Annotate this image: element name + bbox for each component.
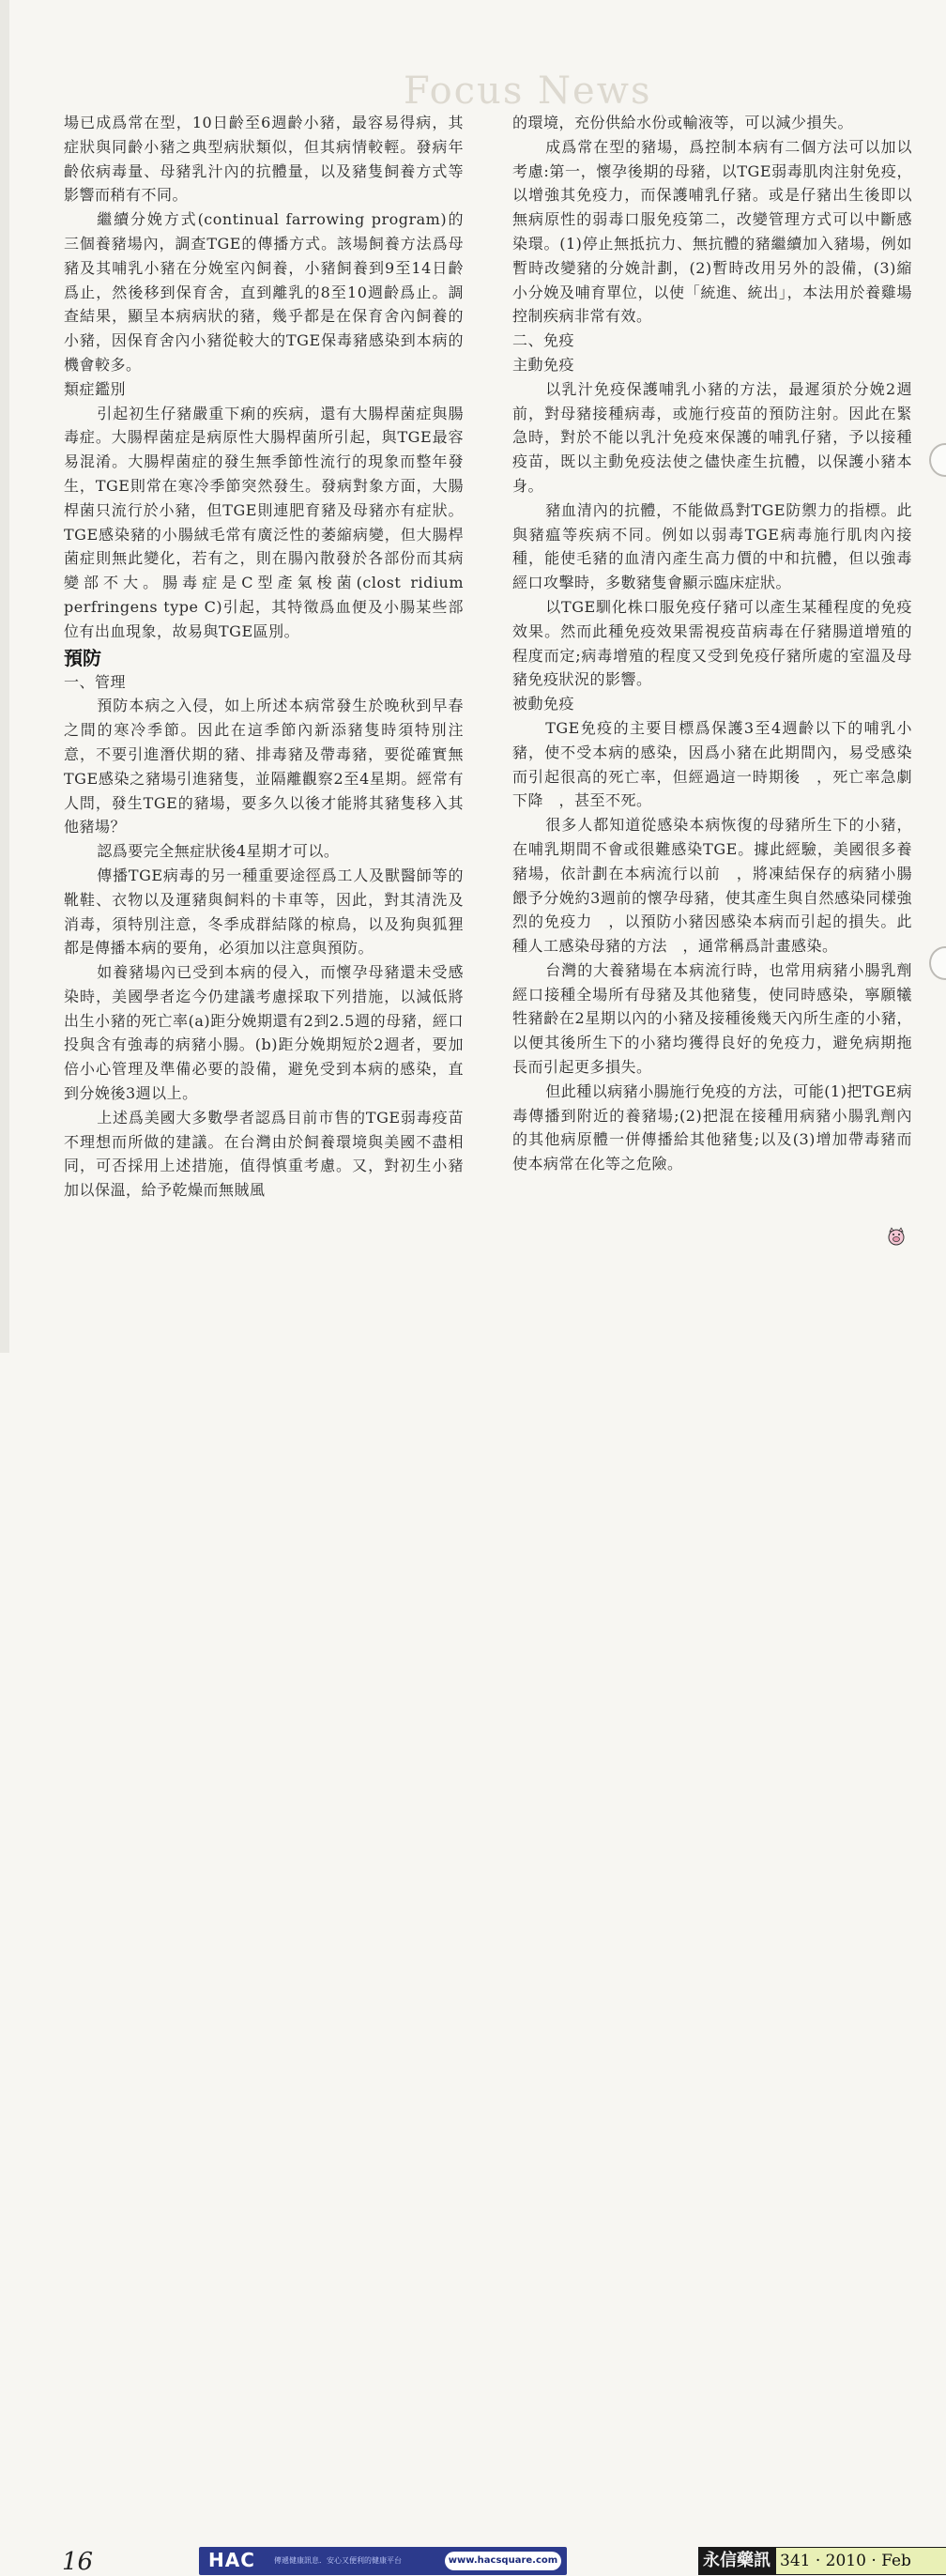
paragraph: 成爲常在型的豬場，爲控制本病有二個方法可以加以考慮:第一，懷孕後期的母豬，以TGE弱毒肌肉注射免疫，以增強其免疫力，而保護哺乳仔豬。或是仔豬出生後即以無病原性的弱毒口服免疫第二，改變管理方式可以中斷感染環。(1)停止無抵抗力、無抗體的豬繼續加入豬場，例如暫時改變豬的分娩計劃，(2)暫時改用另外的設備，(3)縮小分娩及哺育單位，以使「統進、統出」，本法用於養雞場控制疾病非常有效。 — [512, 137, 912, 326]
paragraph: 很多人都知道從感染本病恢復的母豬所生下的小豬，在哺乳期間不會或很難感染TGE。據此經驗，美國很多養豬場，依計劃在本病流行以前 ，將凍結保存的病豬小腸餵予分娩約3週前的懷孕母豬，使其產生與自然感染同樣強烈的免疫力 ，以預防小豬因感染本病而引起的損失。此種人工感染母豬的方法 ，通常稱爲計畫感染。 — [512, 816, 912, 956]
paragraph: 以乳汁免疫保護哺乳小豬的方法，最遲須於分娩2週前，對母豬接種病毒，或施行疫苗的預防注射。因此在緊急時，對於不能以乳汁免疫來保護的哺乳仔豬，予以接種疫苗，既以主動免疫法使之儘快產生抗體，以保護小豬本身。 — [512, 379, 912, 495]
pig-icon — [886, 1226, 907, 1247]
paragraph: 場已成爲常在型，10日齡至6週齡小豬，最容易得病，其症狀與同齡小豬之典型病狀類似，但其病情較輕。發病年齡依病毒量、母豬乳汁內的抗體量，以及豬隻飼養方式等影響而稍有不同。 — [64, 114, 464, 205]
paragraph: 繼續分娩方式(continual farrowing program)的三個養豬場內，調查TGE的傳播方式。該場飼養方法爲母豬及其哺乳小豬在分娩室內飼養，小豬飼養到9至14日齡爲止，然後移到保育舍，直到離乳的8至10週齡爲止。調查結果，顯呈本病病狀的豬，幾乎都是在保育舍內飼養的小豬，因保育舍內小豬從較大的TGE保毒豬感染到本病的機會較多。 — [64, 210, 464, 374]
hac-logo: HAC — [208, 2549, 255, 2571]
magazine-name: 永信藥訊 — [698, 2547, 775, 2575]
subheading: 被動免疫 — [512, 695, 575, 713]
paragraph: 的環境，充份供給水份或輸液等，可以減少損失。 — [512, 114, 854, 131]
paragraph: 以TGE馴化株口服免疫仔豬可以產生某種程度的免疫效果。然而此種免疫效果需視疫苗病毒在仔豬腸道增殖的程度而定;病毒增殖的程度又受到免疫仔豬所處的室溫及母豬免疫狀況的影響。 — [512, 597, 912, 689]
subheading: 二、免疫 — [512, 331, 575, 350]
paragraph: 但此種以病豬小腸施行免疫的方法，可能(1)把TGE病毒傳播到附近的養豬場;(2)把混在接種用病豬小腸乳劑內的其他病原體一併傳播給其他豬隻;以及(3)增加帶毒豬而使本病常在化等之危險。 — [512, 1081, 912, 1173]
paragraph: 傳播TGE病毒的另一種重要途徑爲工人及獸醫師等的靴鞋、衣物以及運豬與飼料的卡車等，因此，對其清洗及消毒，須特別注意，冬季成群結隊的椋鳥，以及狗與狐狸都是傳播本病的要角，必須加以注意與預防。 — [64, 866, 464, 958]
watermark-text: Focus News — [404, 69, 652, 113]
paragraph: 台灣的大養豬場在本病流行時，也常用病豬小腸乳劑經口接種全場所有母豬及其他豬隻，使同時感染，寧願犧牲豬齡在2星期以內的小豬及接種後幾天內所生產的小豬，以便其後所生下的小豬均獲得良好的免疫力，避免病期拖長而引起更多損失。 — [512, 960, 912, 1077]
paragraph: 引起初生仔豬嚴重下痢的疾病，還有大腸桿菌症與腸毒症。大腸桿菌症是病原性大腸桿菌所引起，與TGE最容易混淆。大腸桿菌症的發生無季節性流行的現象而整年發生，TGE則常在寒冷季節突然發生。發病對象方面，大腸桿菌只流行於小豬，但TGE則連肥育豬及母豬亦有症狀。TGE感染豬的小腸絨毛常有廣泛性的萎縮病變，但大腸桿菌症則無此變化，若有之，則在腸內散發於各部份而其病變部不大。腸毒症是C型產氣梭菌(clost ridium perfringens type C)引起，其特徵爲血便及小腸某些部位有出血現象，故易與TGE區別。 — [64, 404, 464, 640]
binder-hole — [929, 443, 946, 477]
issue-label: 341 · 2010 · Feb — [775, 2547, 946, 2575]
paragraph: 上述爲美國大多數學者認爲目前市售的TGE弱毒疫苗不理想而所做的建議。在台灣由於飼養環境與美國不盡相同，可否採用上述措施，值得慎重考慮。又，對初生小豬加以保溫，給予乾燥而無賊風 — [64, 1108, 464, 1200]
page-edge — [0, 0, 9, 1353]
subheading: 一、管理 — [64, 672, 127, 691]
subheading: 類症鑑別 — [64, 379, 127, 398]
binder-hole — [929, 946, 946, 980]
paragraph: 認爲要完全無症狀後4星期才可以。 — [97, 842, 340, 861]
footer — [0, 1273, 946, 2576]
paragraph: 如養豬場內已受到本病的侵入，而懷孕母豬還未受感染時，美國學者迄今仍建議考慮採取下列措施，以減低將出生小豬的死亡率(a)距分娩期還有2到2.5週的母豬，經口投與含有強毒的病豬小腸。(b)距分娩期短於2週者，要加倍小心管理及準備必要的設備，避免受到本病的感染，直到分娩後3週以上。 — [64, 963, 464, 1103]
paragraph: 豬血清內的抗體，不能做爲對TGE防禦力的指標。此與豬瘟等疾病不同。例如以弱毒TGE病毒施行肌肉內接種，能使毛豬的血清內產生高力價的中和抗體，但以強毒經口攻擊時，多數豬隻會顯示臨床症狀。 — [512, 500, 912, 592]
page-number: 16 — [62, 2548, 94, 2576]
paragraph: 預防本病之入侵，如上所述本病常發生於晚秋到早春之間的寒冷季節。因此在這季節內新添豬隻時須特別注意，不要引進潛伏期的豬、排毒豬及帶毒豬，要從確實無TGE感染之豬場引進豬隻，並隔離觀察2至4星期。經常有人問，發生TGE的豬場，要多久以後才能將其豬隻移入其他豬場？ — [64, 697, 464, 836]
banner-url-link[interactable]: www.hacsquare.com — [445, 2552, 561, 2570]
paragraph: TGE免疫的主要目標爲保護3至4週齡以下的哺乳小豬，使不受本病的感染，因爲小豬在此期間內，易受感染而引起很高的死亡率，但經過這一時期後 ，死亡率急劇下降 ，甚至不死。 — [512, 718, 912, 810]
subheading: 主動免疫 — [512, 355, 575, 374]
section-heading: 預防 — [64, 646, 101, 669]
hac-banner[interactable] — [199, 2547, 567, 2575]
right-column — [512, 111, 912, 1176]
left-column — [64, 111, 464, 1203]
banner-tagline: 傳遞健康訊息．安心又便利的健康平台 — [274, 2556, 402, 2565]
